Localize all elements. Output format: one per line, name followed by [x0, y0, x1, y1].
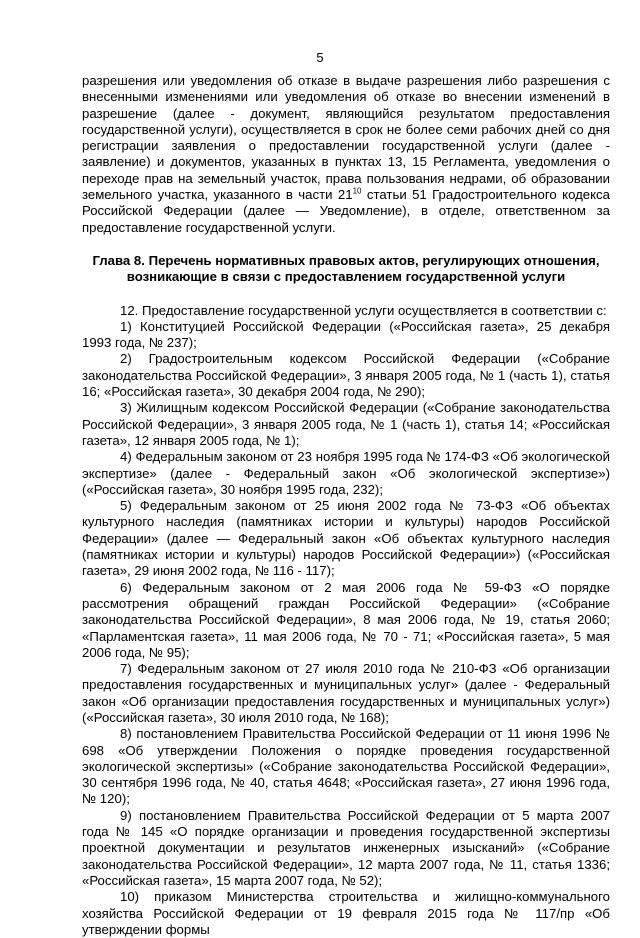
clause-12-intro: 12. Предоставление государственной услуги осуществляется в соответствии с: — [120, 302, 607, 318]
document-body — [82, 73, 610, 938]
intro-text: разрешения или уведомления об отказе в выдаче разрешения либо разрешения с внесенными изменениями или уведомления об отказе во внесении изменений в разрешение (далее - документ, являющийся результатом предоставления государственной услуги), осуществляется в срок не более семи рабочих дней со дня регистрации заявления о предоставлении государственной услуги (далее - заявление) и документов, указанных в пунктах 13, 15 Регламента, уведомления о переходе прав на земельный участок, права пользования недрами, об образовании земельного участка, указанного в части 21 — [82, 73, 610, 203]
intro-text-end: статьи 51 Градостроительного кодекса Российской Федерации (далее — Уведомление), в отделе, ответственном за предоставление государственной услуги. — [82, 187, 610, 235]
chapter-heading: Глава 8. Перечень нормативных правовых актов, регулирующих отношения, возникающие в связи с предоставлением государственной услуги — [92, 252, 600, 285]
legal-act-item: 3) Жилищным кодексом Российской Федерации («Собрание законодательства Российской Федерации», 3 января 2005 года, № 1 (часть 1), статья 14; «Российская газета», 12 января 2005 года, № 1); — [82, 400, 610, 448]
superscript-10: 10 — [352, 186, 362, 196]
page-number: 5 — [316, 50, 324, 65]
legal-act-item: 7) Федеральным законом от 27 июля 2010 года № 210-ФЗ «Об организации предоставления государственных и муниципальных услуг» (далее - Федеральный закон «Об организации предоставления государственных и муниципальных услуг») («Российская газета», 30 июля 2010 года, № 168); — [82, 661, 610, 725]
paragraph-list — [82, 303, 610, 938]
legal-act-item: 9) постановлением Правительства Российской Федерации от 5 марта 2007 года № 145 «О порядке организации и проведения государственной экспертизы проектной документации и результатов инженерных изысканий» («Собрание законодательства Российской Федерации», 12 марта 2007 года, № 11, статья 1336; «Российская газета», 15 марта 2007 года, № 52); — [82, 807, 610, 888]
legal-act-item: 1) Конституцией Российской Федерации («Российская газета», 25 декабря 1993 года, № 237); — [82, 318, 610, 351]
intro-paragraph — [82, 73, 610, 236]
legal-act-item: 5) Федеральным законом от 25 июня 2002 года № 73-ФЗ «Об объектах культурного наследия (памятниках истории и культуры) народов Российской Федерации» (далее — Федеральный закон «Об объектах культурного наследия (памятниках истории и культуры) народов Российской Федерации») («Российская газета», 29 июня 2002 года, № 116 - 117); — [82, 498, 610, 579]
legal-act-item: 6) Федеральным законом от 2 мая 2006 года № 59-ФЗ «О порядке рассмотрения обращений граждан Российской Федерации» («Собрание законодательства Российской Федерации», 8 мая 2006 года, № 19, статья 2060; «Парламентская газета», 11 мая 2006 года, № 70 - 71; «Российская газета», 5 мая 2006 года, № 95); — [82, 579, 610, 660]
legal-act-item: 8) постановлением Правительства Российской Федерации от 11 июня 1996 № 698 «Об утверждении Положения о порядке проведения государственной экологической экспертизы» («Собрание законодательства Российской Федерации», 30 сентября 1996 года, № 40, статья 4648; «Российская газета», 27 июня 1996 года, № 120); — [82, 726, 610, 807]
legal-act-item: 2) Градостроительным кодексом Российской Федерации («Собрание законодательства Российской Федерации», 3 января 2005 года, № 1 (часть 1), статья 16; «Российская газета», 30 декабря 2004 года, № 290); — [82, 351, 610, 400]
legal-act-item: 4) Федеральным законом от 23 ноября 1995 года № 174-ФЗ «Об экологической экспертизе» (далее - Федеральный закон «Об экологической экспертизе») («Российская газета», 30 ноября 1995 года, 232); — [82, 449, 610, 497]
legal-act-item: 10) приказом Министерства строительства и жилищно-коммунального хозяйства Российской Федерации от 19 февраля 2015 года № 117/пр «Об утверждении формы — [82, 889, 610, 937]
